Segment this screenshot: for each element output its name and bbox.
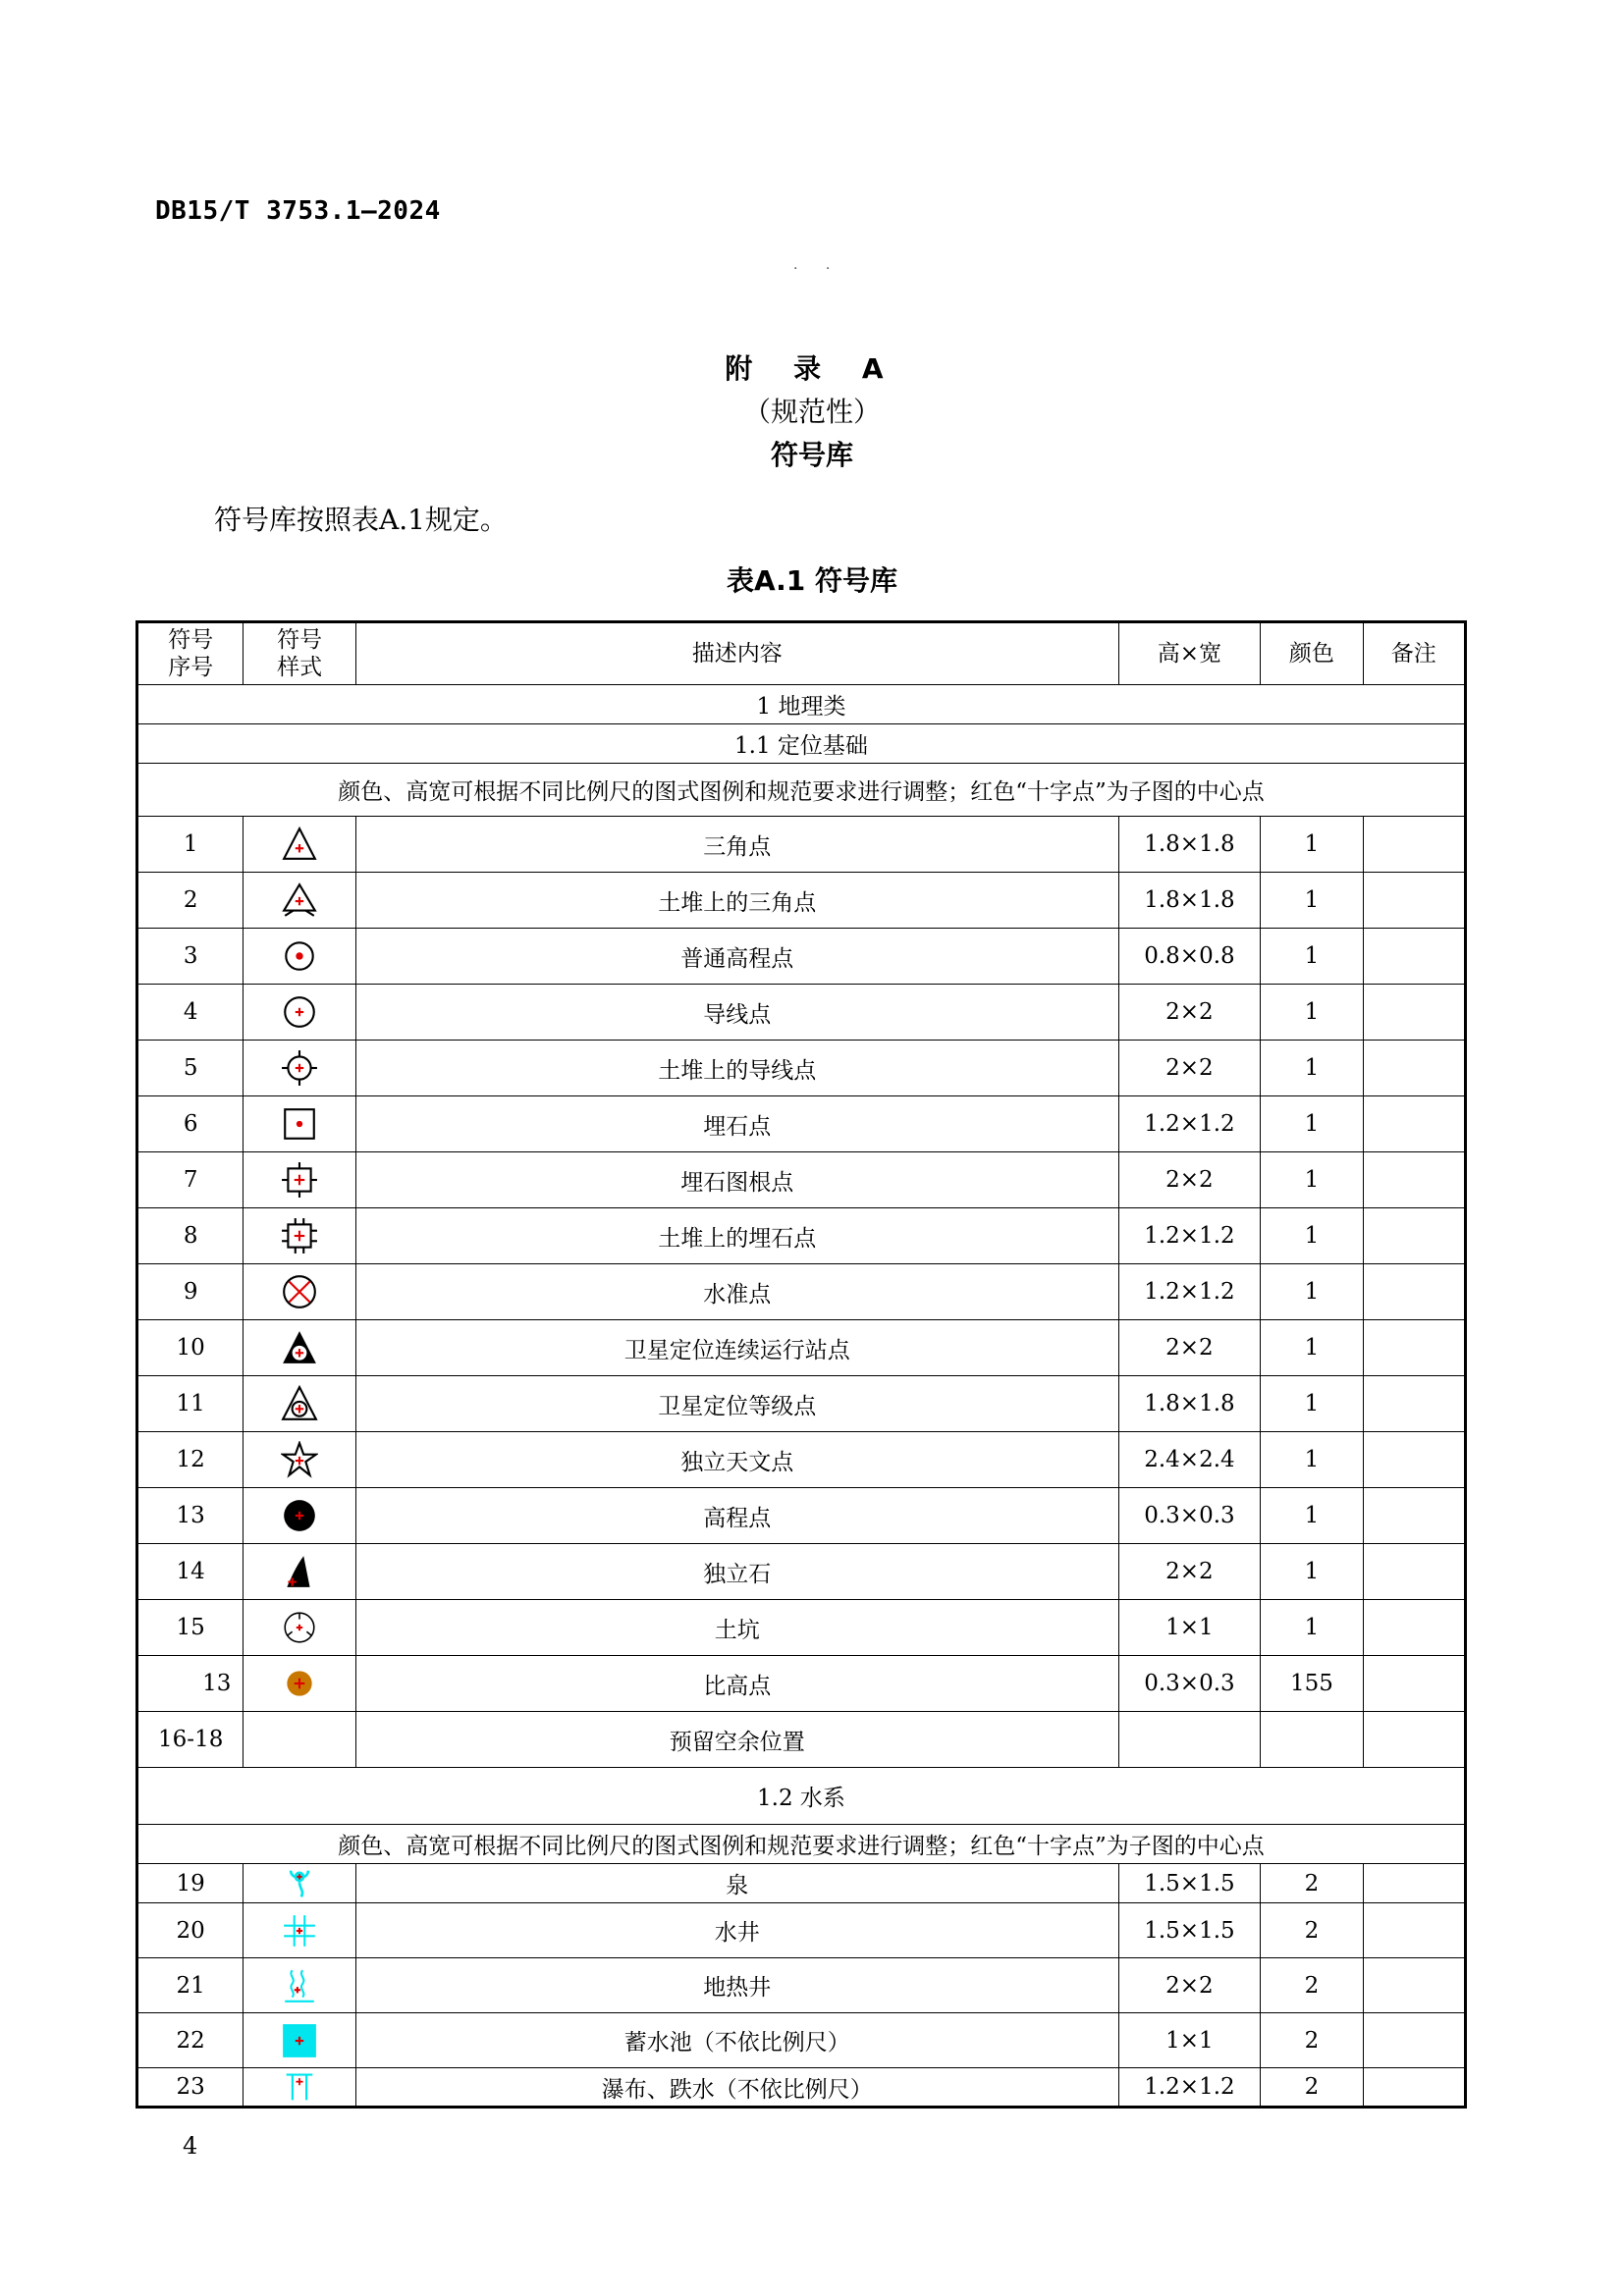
symbol-number-cell: 4 [137, 985, 244, 1041]
table-row [137, 1264, 1466, 1320]
description-cell: 水准点 [355, 1264, 1118, 1320]
symbol-number-cell: 13 [137, 1656, 244, 1712]
section-water-system-text: 1.2 水系 [137, 1768, 1466, 1825]
description-cell: 导线点 [355, 985, 1118, 1041]
size-cell: 1.5×1.5 [1118, 1903, 1261, 1958]
note-cell [1363, 1958, 1465, 2013]
symbol-style-cell [244, 2068, 355, 2108]
section-geography-text: 1 地理类 [137, 685, 1466, 724]
size-cell: 2×2 [1118, 1958, 1261, 2013]
header-color: 颜色 [1261, 622, 1363, 685]
header-size: 高×宽 [1118, 622, 1261, 685]
color-code-cell: 1 [1261, 873, 1363, 929]
description-cell: 卫星定位等级点 [355, 1376, 1118, 1432]
table-row [137, 2068, 1466, 2108]
note-cell [1363, 929, 1465, 985]
section-note [137, 764, 1466, 817]
symbol-style-cell [244, 1320, 355, 1376]
section-water-system [137, 1768, 1466, 1825]
appendix-title: 附 录 A [725, 352, 899, 385]
note-cell [1363, 1656, 1465, 1712]
table-row [137, 1903, 1466, 1958]
buried-stone-point-icon [281, 1105, 318, 1143]
table-row [137, 1488, 1466, 1544]
note-cell [1363, 1152, 1465, 1208]
description-cell: 独立石 [355, 1544, 1118, 1600]
table-row [137, 985, 1466, 1041]
note-cell [1363, 873, 1465, 929]
symbol-style-cell [244, 1488, 355, 1544]
description-cell: 瀑布、跌水（不依比例尺） [355, 2068, 1118, 2108]
buried-stone-root-point-icon [281, 1161, 318, 1199]
description-cell: 埋石图根点 [355, 1152, 1118, 1208]
symbol-style-cell [244, 1264, 355, 1320]
note-cell [1363, 1544, 1465, 1600]
description-cell: 水井 [355, 1903, 1118, 1958]
section-geography [137, 685, 1466, 724]
section-note-water [137, 1825, 1466, 1864]
color-code-cell: 1 [1261, 1320, 1363, 1376]
section-note-text: 颜色、高宽可根据不同比例尺的图式图例和规范要求进行调整；红色“十字点”为子图的中心点 [137, 764, 1466, 817]
color-code-cell: 2 [1261, 1958, 1363, 2013]
description-cell: 高程点 [355, 1488, 1118, 1544]
description-cell: 土堆上的三角点 [355, 873, 1118, 929]
section-note-water-text: 颜色、高宽可根据不同比例尺的图式图例和规范要求进行调整；红色“十字点”为子图的中心点 [137, 1825, 1466, 1864]
note-cell [1363, 1600, 1465, 1656]
symbol-style-cell [244, 1432, 355, 1488]
isolated-rock-icon [281, 1553, 318, 1590]
size-cell: 1.2×1.2 [1118, 1264, 1261, 1320]
astronomical-point-icon [281, 1441, 318, 1478]
symbol-number-cell: 7 [137, 1152, 244, 1208]
table-row [137, 1712, 1466, 1768]
size-cell: 1.8×1.8 [1118, 817, 1261, 873]
color-code-cell: 1 [1261, 1376, 1363, 1432]
standard-code: DB15/T 3753.1—2024 [155, 196, 441, 226]
symbol-style-cell [244, 1096, 355, 1152]
size-cell: 1.2×1.2 [1118, 2068, 1261, 2108]
description-cell: 泉 [355, 1864, 1118, 1903]
table-row [137, 1656, 1466, 1712]
color-code-cell: 1 [1261, 1432, 1363, 1488]
size-cell: 0.3×0.3 [1118, 1488, 1261, 1544]
symbol-number-cell: 12 [137, 1432, 244, 1488]
symbol-number-cell: 14 [137, 1544, 244, 1600]
size-cell: 0.8×0.8 [1118, 929, 1261, 985]
color-code-cell: 1 [1261, 929, 1363, 985]
color-code-cell: 2 [1261, 2013, 1363, 2068]
description-cell: 土堆上的埋石点 [355, 1208, 1118, 1264]
color-code-cell: 1 [1261, 985, 1363, 1041]
size-cell: 2×2 [1118, 1152, 1261, 1208]
header-description: 描述内容 [355, 622, 1118, 685]
appendix-name: 符号库 [770, 439, 853, 471]
note-cell [1363, 1041, 1465, 1096]
symbol-number-cell: 16-18 [137, 1712, 244, 1768]
table-row [137, 1096, 1466, 1152]
header-no: 符号 序号 [137, 622, 244, 685]
mound-triangle-point-icon [281, 881, 318, 919]
color-code-cell: 2 [1261, 2068, 1363, 2108]
gnss-grade-point-icon [281, 1385, 318, 1422]
symbol-style-cell [244, 1864, 355, 1903]
description-cell: 蓄水池（不依比例尺） [355, 2013, 1118, 2068]
symbol-number-cell: 15 [137, 1600, 244, 1656]
gnss-station-icon [281, 1329, 318, 1366]
header-note: 备注 [1363, 622, 1465, 685]
size-cell: 1.2×1.2 [1118, 1208, 1261, 1264]
symbol-number-cell: 10 [137, 1320, 244, 1376]
spring-icon [284, 1868, 315, 1899]
note-cell [1363, 1488, 1465, 1544]
size-cell: 2×2 [1118, 985, 1261, 1041]
table-header-row [137, 622, 1466, 685]
table-title: 表A.1 符号库 [726, 564, 898, 597]
relative-height-point-icon [281, 1665, 318, 1702]
symbol-number-cell: 22 [137, 2013, 244, 2068]
table-row [137, 817, 1466, 873]
symbol-style-cell [244, 1958, 355, 2013]
waterfall-icon [284, 2071, 315, 2103]
size-cell [1118, 1712, 1261, 1768]
benchmark-point-icon [281, 1273, 318, 1310]
description-cell: 普通高程点 [355, 929, 1118, 985]
symbol-style-cell [244, 1041, 355, 1096]
table-row [137, 1041, 1466, 1096]
size-cell: 2.4×2.4 [1118, 1432, 1261, 1488]
symbol-style-cell [244, 1544, 355, 1600]
reservoir-icon [281, 2022, 318, 2059]
geothermal-well-icon [281, 1967, 318, 2004]
page-number: 4 [183, 2132, 198, 2160]
color-code-cell: 1 [1261, 1208, 1363, 1264]
size-cell: 1×1 [1118, 1600, 1261, 1656]
note-cell [1363, 985, 1465, 1041]
color-code-cell: 1 [1261, 1544, 1363, 1600]
appendix-subtitle: （规范性） [742, 396, 881, 428]
earth-pit-icon [281, 1609, 318, 1646]
note-cell [1363, 1432, 1465, 1488]
symbol-style-cell [244, 1903, 355, 1958]
size-cell: 2×2 [1118, 1544, 1261, 1600]
note-cell [1363, 1712, 1465, 1768]
symbol-number-cell: 9 [137, 1264, 244, 1320]
symbol-number-cell: 13 [137, 1488, 244, 1544]
symbol-number-cell: 8 [137, 1208, 244, 1264]
symbol-number-cell: 20 [137, 1903, 244, 1958]
symbol-style-cell [244, 1656, 355, 1712]
note-cell [1363, 2068, 1465, 2108]
description-cell: 土堆上的导线点 [355, 1041, 1118, 1096]
elevation-point-icon [281, 937, 318, 975]
table-row [137, 1208, 1466, 1264]
color-code-cell: 1 [1261, 1264, 1363, 1320]
table-row [137, 1320, 1466, 1376]
mound-traverse-point-icon [281, 1049, 318, 1087]
symbol-number-cell: 6 [137, 1096, 244, 1152]
section-positioning-basis [137, 724, 1466, 764]
symbol-style-cell [244, 817, 355, 873]
size-cell: 1.5×1.5 [1118, 1864, 1261, 1903]
note-cell [1363, 1208, 1465, 1264]
symbol-number-cell: 2 [137, 873, 244, 929]
size-cell: 0.3×0.3 [1118, 1656, 1261, 1712]
note-cell [1363, 2013, 1465, 2068]
symbol-style-cell [244, 1208, 355, 1264]
height-point-icon [281, 1497, 318, 1534]
table-row [137, 1600, 1466, 1656]
description-cell: 独立天文点 [355, 1432, 1118, 1488]
note-cell [1363, 1320, 1465, 1376]
description-cell: 卫星定位连续运行站点 [355, 1320, 1118, 1376]
description-cell: 土坑 [355, 1600, 1118, 1656]
symbol-table [135, 620, 1467, 2109]
table-row [137, 2013, 1466, 2068]
table-row [137, 1864, 1466, 1903]
size-cell: 1.8×1.8 [1118, 873, 1261, 929]
color-code-cell: 1 [1261, 1041, 1363, 1096]
symbol-number-cell: 11 [137, 1376, 244, 1432]
note-cell [1363, 1903, 1465, 1958]
color-code-cell: 1 [1261, 1488, 1363, 1544]
symbol-number-cell: 23 [137, 2068, 244, 2108]
note-cell [1363, 1264, 1465, 1320]
symbol-number-cell: 21 [137, 1958, 244, 2013]
size-cell: 2×2 [1118, 1320, 1261, 1376]
color-code-cell: 1 [1261, 1152, 1363, 1208]
symbol-style-cell [244, 1152, 355, 1208]
color-code-cell: 1 [1261, 817, 1363, 873]
table-row [137, 1544, 1466, 1600]
symbol-style-cell [244, 1600, 355, 1656]
description-cell: 预留空余位置 [355, 1712, 1118, 1768]
symbol-style-cell [244, 929, 355, 985]
color-code-cell: 155 [1261, 1656, 1363, 1712]
table-row [137, 1432, 1466, 1488]
description-cell: 三角点 [355, 817, 1118, 873]
description-cell: 地热井 [355, 1958, 1118, 2013]
symbol-number-cell: 3 [137, 929, 244, 985]
symbol-style-cell [244, 985, 355, 1041]
table-row [137, 929, 1466, 985]
note-cell [1363, 1096, 1465, 1152]
description-cell: 比高点 [355, 1656, 1118, 1712]
color-code-cell: 1 [1261, 1600, 1363, 1656]
symbol-style-cell [244, 1376, 355, 1432]
note-cell [1363, 817, 1465, 873]
color-code-cell: 2 [1261, 1903, 1363, 1958]
note-cell [1363, 1376, 1465, 1432]
description-cell: 埋石点 [355, 1096, 1118, 1152]
table-row [137, 1376, 1466, 1432]
size-cell: 2×2 [1118, 1041, 1261, 1096]
water-well-icon [281, 1912, 318, 1949]
table-row [137, 873, 1466, 929]
size-cell: 1.2×1.2 [1118, 1096, 1261, 1152]
symbol-number-cell: 1 [137, 817, 244, 873]
mound-buried-stone-point-icon [281, 1217, 318, 1255]
symbol-style-cell [244, 2013, 355, 2068]
table-row [137, 1958, 1466, 2013]
color-code-cell: 2 [1261, 1864, 1363, 1903]
symbol-number-cell: 19 [137, 1864, 244, 1903]
triangle-point-icon [281, 826, 318, 863]
symbol-style-cell [244, 873, 355, 929]
symbol-style-cell [244, 1712, 355, 1768]
note-cell [1363, 1864, 1465, 1903]
color-code-cell: 1 [1261, 1096, 1363, 1152]
section-positioning-basis-text: 1.1 定位基础 [137, 724, 1466, 764]
symbol-number-cell: 5 [137, 1041, 244, 1096]
color-code-cell [1261, 1712, 1363, 1768]
table-row [137, 1152, 1466, 1208]
traverse-point-icon [281, 993, 318, 1031]
size-cell: 1.8×1.8 [1118, 1376, 1261, 1432]
size-cell: 1×1 [1118, 2013, 1261, 2068]
header-symbol: 符号 样式 [244, 622, 355, 685]
intro-paragraph: 符号库按照表A.1规定。 [214, 504, 508, 536]
header-dots: . . [793, 257, 842, 273]
